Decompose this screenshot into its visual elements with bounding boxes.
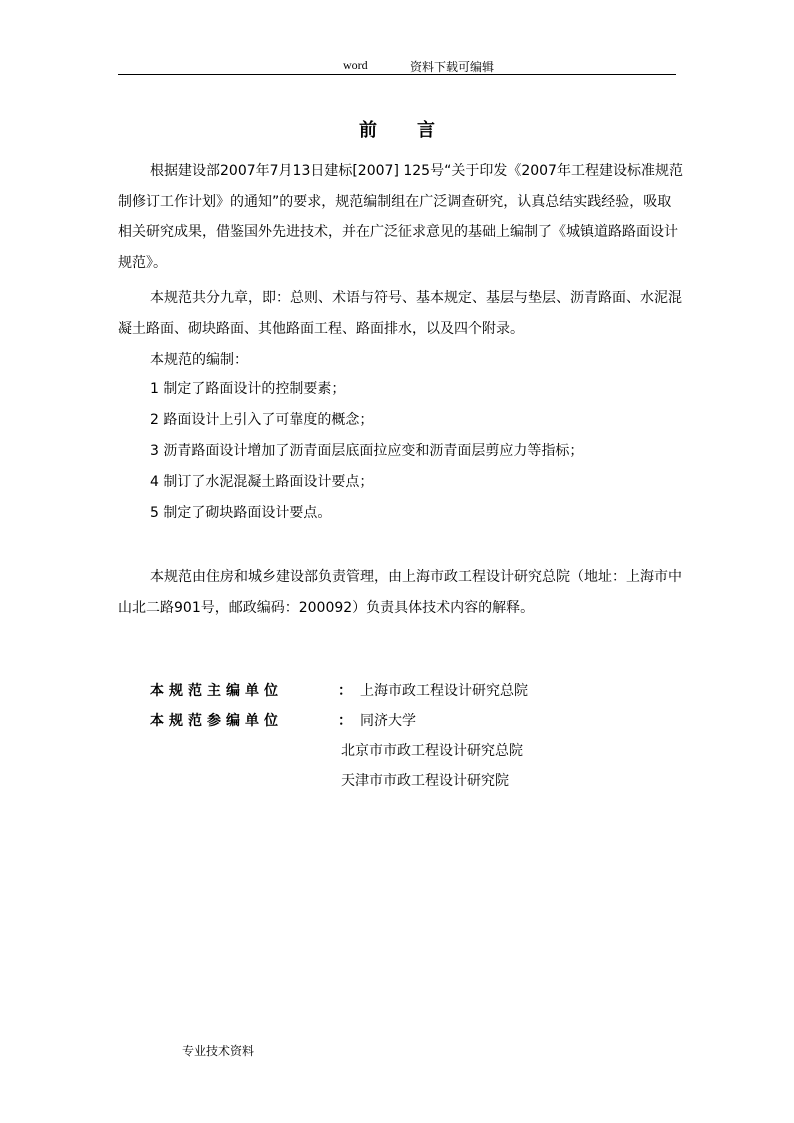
compile-intro-paragraph: 本规范的编制：	[150, 352, 248, 368]
chief-unit-value: 上海市政工程设计研究总院	[360, 683, 528, 699]
header-note: 资料下载可编辑	[410, 60, 495, 74]
participating-unit-colon: ：	[338, 713, 352, 729]
page-title: 前言	[359, 120, 475, 141]
page-header	[118, 56, 676, 75]
participating-unit-value: 同济大学	[360, 713, 416, 729]
list-item: 3 沥青路面设计增加了沥青面层底面拉应变和沥青面层剪应力等指标；	[150, 443, 584, 459]
compile-items-list	[118, 374, 684, 529]
intro-paragraph: 根据建设部2007年7月13日建标[2007] 125号“关于印发《2007年工程建设标准规范制修订工作计划》的通知”的要求，规范编制组在广泛调查研究，认真总结实践经验，吸取相关研究成果，借鉴国外先进技术，并在广泛征求意见的基础上编制了《城镇道路路面设计规范》。	[118, 163, 683, 271]
list-item: 2 路面设计上引入了可靠度的概念；	[150, 412, 374, 428]
participating-unit-row	[150, 736, 528, 766]
participating-unit-label: 本规范参编单位	[150, 713, 283, 729]
chapters-paragraph: 本规范共分九章，即：总则、术语与符号、基本规定、基层与垫层、沥青路面、水泥混凝土路面、砌块路面、其他路面工程、路面排水，以及四个附录。	[118, 290, 682, 337]
participating-unit-row	[150, 706, 528, 736]
header-word-label: word	[343, 58, 368, 72]
editing-units	[150, 676, 528, 796]
chief-unit-colon: ：	[338, 683, 352, 699]
chief-unit-row	[150, 676, 528, 706]
participating-unit-row	[150, 766, 528, 796]
page-footer: 专业技术资料	[182, 1044, 255, 1058]
participating-unit-value: 北京市市政工程设计研究总院	[341, 743, 523, 759]
list-item: 5 制定了砌块路面设计要点。	[150, 505, 332, 521]
participating-unit-value: 天津市市政工程设计研究院	[341, 773, 509, 789]
list-item: 1 制定了路面设计的控制要素；	[150, 381, 346, 397]
list-item: 4 制订了水泥混凝土路面设计要点；	[150, 474, 374, 490]
management-paragraph: 本规范由住房和城乡建设部负责管理，由上海市政工程设计研究总院（地址：上海市中山北二路901号，邮政编码：200092）负责具体技术内容的解释。	[118, 569, 682, 616]
chief-unit-label: 本规范主编单位	[150, 683, 283, 699]
